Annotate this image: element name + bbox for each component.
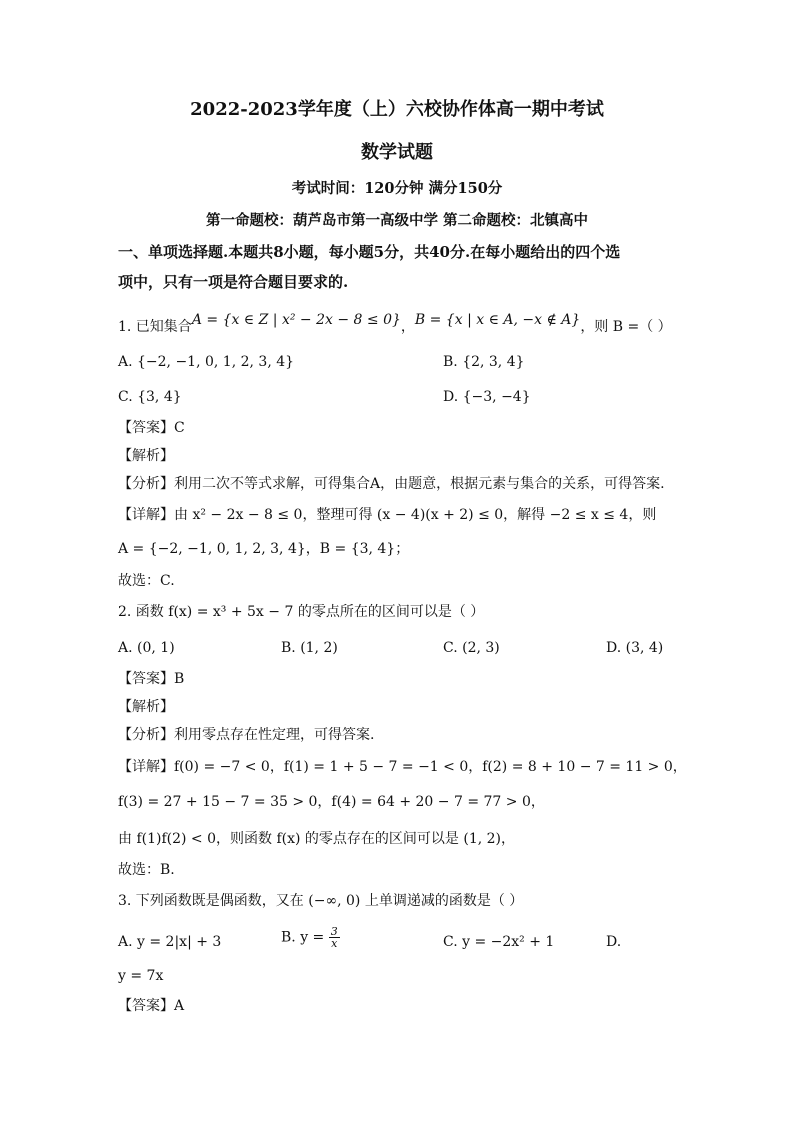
q2-detail-line2: f(3) = 27 + 15 − 7 = 35 > 0，f(4) = 64 + 20 − 7 = 77 > 0，	[118, 794, 545, 810]
q2-answer: 【答案】B	[118, 671, 185, 687]
exam-info: 考试时间：120分钟 满分150分	[291, 180, 503, 197]
q1-option-a: A. {−2, −1, 0, 1, 2, 3, 4}	[118, 354, 295, 370]
q1-set-b: B = {x | x ∈ A, −x ∉ A}	[414, 312, 581, 328]
section-heading-line1: 一、单项选择题.本题共8小题，每小题5分，共40分.在每小题给出的四个选	[118, 243, 621, 261]
q2-conclusion: 故选：B.	[118, 862, 175, 878]
q1-stem	[118, 312, 672, 337]
q3-option-b-denominator: x	[331, 937, 338, 950]
q1-option-c: C. {3, 4}	[118, 389, 182, 405]
q2-option-a: A. (0, 1)	[118, 640, 175, 656]
q3-option-b	[281, 926, 340, 949]
q2-stem: 2. 函数 f(x) = x³ + 5x − 7 的零点所在的区间可以是（ ）	[118, 604, 485, 620]
q3-option-d-continued: y = 7x	[118, 968, 164, 984]
q2-option-c: C. (2, 3)	[443, 640, 500, 656]
q2-analysis-label: 【解析】	[118, 699, 174, 715]
q2-option-b: B. (1, 2)	[281, 640, 338, 656]
exam-title: 2022-2023学年度（上）六校协作体高一期中考试	[190, 99, 604, 120]
exam-subtitle: 数学试题	[361, 142, 433, 163]
q3-option-a: A. y = 2|x| + 3	[118, 934, 222, 950]
proposing-schools: 第一命题校：葫芦岛市第一高级中学 第二命题校：北镇高中	[205, 212, 589, 229]
q3-option-c: C. y = −2x² + 1	[443, 934, 555, 950]
q2-detail-line1: 【详解】f(0) = −7 < 0，f(1) = 1 + 5 − 7 = −1 < 0，f(2) = 8 + 10 − 7 = 11 > 0，	[118, 759, 687, 775]
q1-stem-suffix: ，则 B =（ ）	[580, 319, 672, 335]
section-heading-line2: 项中，只有一项是符合题目要求的.	[118, 273, 349, 291]
q3-option-b-fraction	[329, 926, 340, 949]
q1-analysis-label: 【解析】	[118, 448, 174, 464]
q3-option-b-numerator: 3	[330, 925, 338, 938]
q1-stem-prefix: 1. 已知集合	[118, 319, 192, 335]
q2-fenxi: 【分析】利用零点存在性定理，可得答案.	[118, 727, 375, 743]
q1-set-a: A = {x ∈ Z | x² − 2x − 8 ≤ 0}	[191, 312, 401, 328]
q1-sep: ，	[400, 319, 415, 335]
q2-option-d: D. (3, 4)	[606, 640, 664, 656]
q1-option-d: D. {−3, −4}	[443, 389, 531, 405]
q1-answer: 【答案】C	[118, 420, 185, 436]
q1-fenxi: 【分析】利用二次不等式求解，可得集合A，由题意，根据元素与集合的关系，可得答案.	[118, 476, 665, 492]
q1-option-b: B. {2, 3, 4}	[443, 354, 525, 370]
q1-detail-line2: A = {−2, −1, 0, 1, 2, 3, 4}，B = {3, 4}；	[118, 541, 410, 557]
q1-conclusion: 故选：C.	[118, 573, 175, 589]
q3-answer: 【答案】A	[118, 998, 185, 1014]
q3-option-b-prefix: B. y =	[281, 929, 329, 946]
q1-detail-line1: 【详解】由 x² − 2x − 8 ≤ 0，整理可得 (x − 4)(x + 2) ≤ 0，解得 −2 ≤ x ≤ 4，则	[118, 507, 657, 523]
q3-option-d: D.	[606, 934, 622, 950]
q3-stem: 3. 下列函数既是偶函数，又在 (−∞, 0) 上单调递减的函数是（ ）	[118, 893, 524, 909]
q2-detail-line3: 由 f(1)f(2) < 0，则函数 f(x) 的零点存在的区间可以是 (1, 2)，	[118, 831, 516, 847]
